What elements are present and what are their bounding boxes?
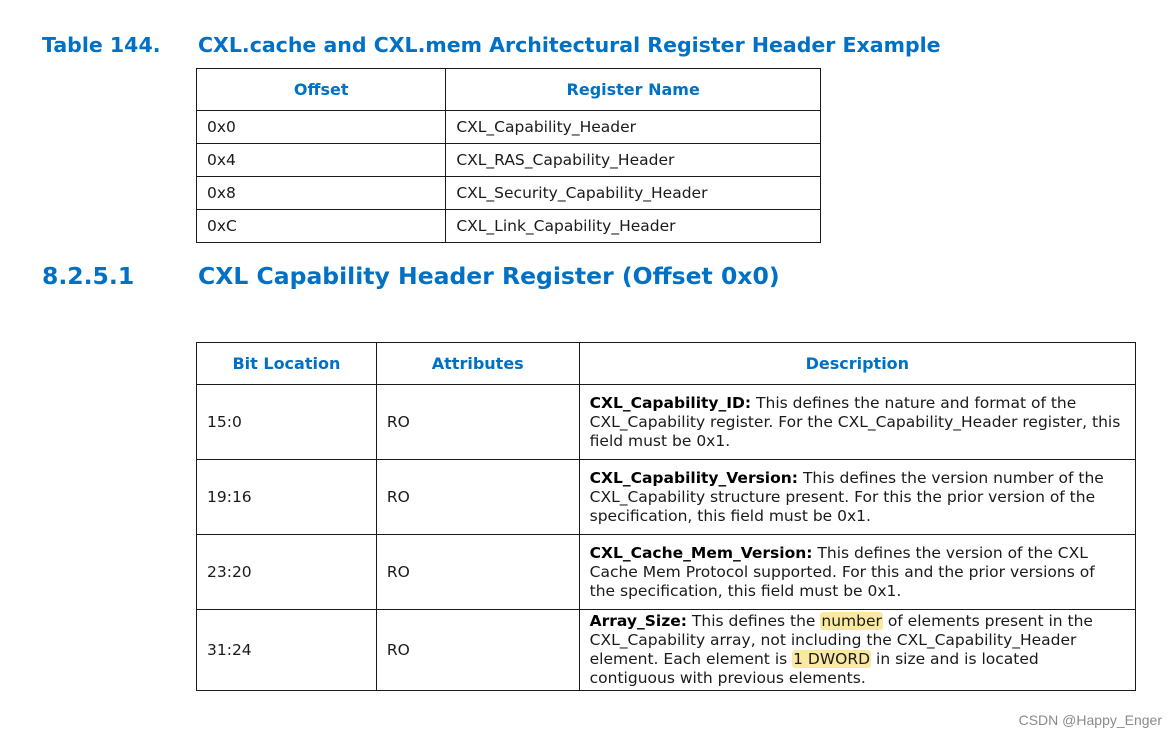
field-description: This defines the nature and format of the CXL_Capability register. For the CXL_Capability_Header register, this field must be 0x1. [589, 393, 1121, 450]
table-number: Table 144. [42, 33, 161, 57]
field-description-part: This defines the [686, 612, 821, 630]
bit-location-cell: 31:24 [197, 610, 377, 691]
column-header-description: Description [579, 343, 1135, 385]
table-row [197, 210, 821, 243]
field-description-part: in size and is located contiguous with previous elements. [589, 650, 1039, 687]
table-row [197, 535, 1136, 610]
attributes-cell: RO [376, 535, 579, 610]
description-cell [579, 460, 1135, 535]
register-header-table [196, 68, 821, 243]
column-header-offset: Offset [197, 69, 446, 111]
field-name: CXL_Capability_Version: [589, 468, 799, 487]
table-header-row [197, 343, 1136, 385]
register-name-cell: CXL_Link_Capability_Header [446, 210, 821, 243]
description-cell [579, 610, 1135, 691]
table-row [197, 144, 821, 177]
highlighted-text: 1 DWORD [793, 650, 871, 668]
register-name-cell: CXL_RAS_Capability_Header [446, 144, 821, 177]
description-cell [579, 385, 1135, 460]
field-description-part: of elements present in the CXL_Capability array, not including the CXL_Capability_Header element. Each element is [589, 612, 1093, 668]
table-title-text: CXL.cache and CXL.mem Architectural Register Header Example [198, 33, 941, 57]
table-row [197, 177, 821, 210]
offset-cell: 0x0 [197, 111, 446, 144]
table-title [42, 32, 1002, 58]
highlighted-text: number [821, 612, 882, 630]
section-title [42, 261, 1002, 291]
field-name: Array_Size: [589, 612, 687, 630]
bit-location-cell: 19:16 [197, 460, 377, 535]
table-row [197, 610, 1136, 691]
offset-cell: 0x8 [197, 177, 446, 210]
section-number: 8.2.5.1 [42, 262, 135, 290]
register-name-cell: CXL_Security_Capability_Header [446, 177, 821, 210]
column-header-bit-location: Bit Location [197, 343, 377, 385]
bit-location-cell: 23:20 [197, 535, 377, 610]
table-row [197, 111, 821, 144]
field-name: CXL_Cache_Mem_Version: [589, 543, 813, 562]
field-name: CXL_Capability_ID: [589, 393, 752, 412]
bit-field-table [196, 342, 1136, 691]
attributes-cell: RO [376, 610, 579, 691]
attributes-cell: RO [376, 385, 579, 460]
table-header-row [197, 69, 821, 111]
table-row [197, 385, 1136, 460]
column-header-register-name: Register Name [446, 69, 821, 111]
watermark: CSDN @Happy_Enger [1018, 712, 1162, 728]
column-header-attributes: Attributes [376, 343, 579, 385]
description-cell [579, 535, 1135, 610]
field-description: This defines the version number of the CXL_Capability structure present. For this the prior version of the specification, this field must be 0x1. [589, 468, 1104, 525]
offset-cell: 0xC [197, 210, 446, 243]
bit-location-cell: 15:0 [197, 385, 377, 460]
register-name-cell: CXL_Capability_Header [446, 111, 821, 144]
table-row [197, 460, 1136, 535]
section-title-text: CXL Capability Header Register (Offset 0x0) [198, 262, 780, 290]
field-description: This defines the version of the CXL Cache Mem Protocol supported. For this and the prior versions of the specification, this field must be 0x1. [589, 543, 1095, 600]
attributes-cell: RO [376, 460, 579, 535]
offset-cell: 0x4 [197, 144, 446, 177]
